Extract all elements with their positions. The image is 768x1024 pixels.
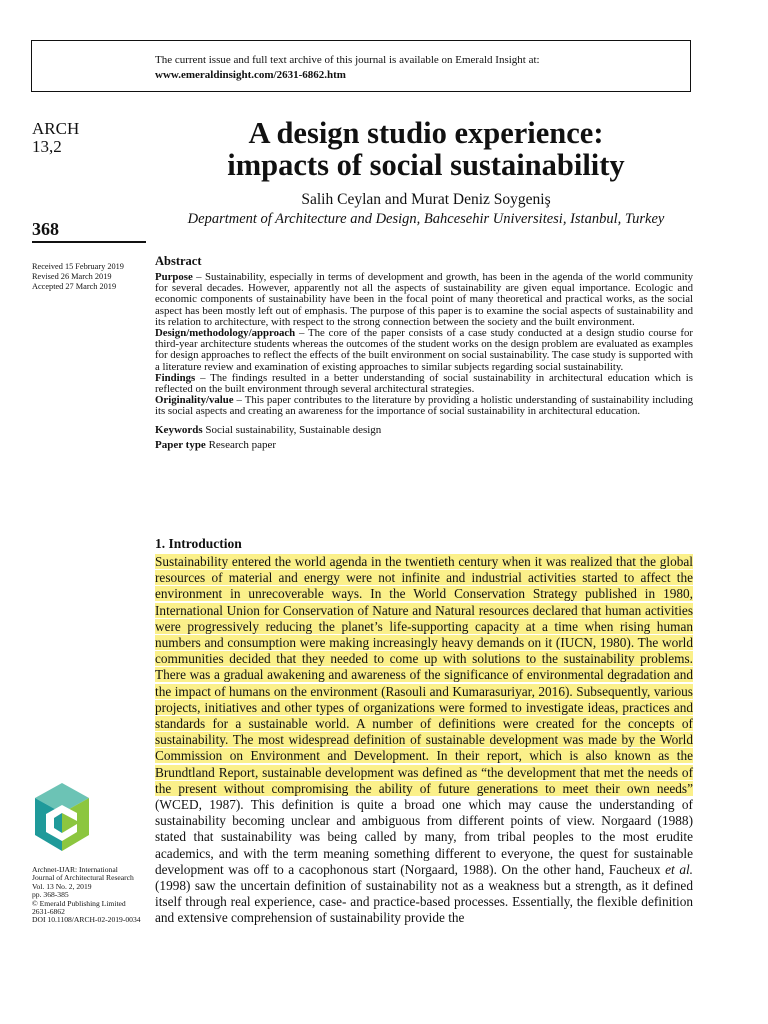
highlighted-text[interactable]: Sustainability entered the world agenda in the twentieth century when it was realized that the global resources of material and energy were not infinite and industrial activities started to affect the environment in unrecoverable ways. — [155, 554, 693, 602]
keywords-text: Social sustainability, Sustainable design — [202, 423, 382, 436]
journal-code — [32, 120, 79, 156]
citation-line: 2631-6862 — [32, 907, 65, 917]
margin-divider — [32, 241, 146, 243]
highlighted-text[interactable]: The world communities decided that they needed to come up with solutions to the sustainability problems. There was a gradual awakening and awareness of the significance of environmental degradation and the impact of humans on the environment (Rasouli and Kumarasuriyar, 2016). — [155, 635, 694, 699]
affiliation: Department of Architecture and Design, Bahcesehir Universitesi, Istanbul, Turkey — [187, 211, 665, 227]
highlighted-text[interactable]: Subsequently, various projects, initiatives and other types of organizations were formed to investigate ideas, practices and standards for a sustainable world. — [155, 683, 693, 732]
abstract-section — [155, 254, 693, 453]
citation-line: Archnet-IJAR: International — [32, 865, 118, 874]
keywords — [155, 423, 693, 453]
introduction-section — [155, 536, 693, 927]
introduction-heading: 1. Introduction — [155, 536, 242, 551]
keywords-label: Keywords — [155, 423, 203, 436]
body-text: (WCED, 1987). This definition is quite a broad one which may cause the understanding of sustainability becoming unclear and ambiguous from different points of view. Norgaard (1988) stated that sustainability was being called by many, from tribal peoples to the most erudite academics, and with the term meaning something different to everyone, the quest for sustainable development was off to a cacophonous start (Norgaard, 1988). On the other hand, Faucheux — [155, 797, 693, 877]
journal-url[interactable]: www.emeraldinsight.com/2631-6862.htm — [155, 69, 346, 81]
authors: Salih Ceylan and Murat Deniz Soygeniş — [301, 191, 551, 208]
highlighted-text[interactable]: A number of definitions were created for the concepts of sustainability. The most widespread definition of sustainable development was made by the World Commission on Environment and Development. In their report, which is also known as the Brundtland Report, sustainable development was defined as “the development that met the needs of the present without compromising the ability of future generations to meet their own needs” — [155, 716, 693, 796]
abstract-findings — [155, 373, 693, 395]
findings-label: Findings — [155, 371, 196, 384]
revised-date: Revised 26 March 2019 — [32, 272, 112, 281]
abstract-originality — [155, 395, 693, 417]
purpose-text: – Sustainability, especially in terms of development and growth, has been in the agenda of the world community for several decades. However, apparently not all the aspects of sustainability are given equal importance. Ecologic and economic components of sustainability have been in the focal point of many theoretical and practical works, as the social aspect has been mostly left out of emphasis. The purpose of this paper is to examine the social aspects of sustainability and its relation to architecture, with respect to the strong connection between the society and the built environment. — [155, 271, 693, 328]
page-number: 368 — [32, 219, 59, 239]
abstract-purpose — [155, 272, 693, 328]
purpose-label: Purpose — [155, 271, 193, 283]
emerald-publishing-logo-icon — [31, 781, 93, 853]
submission-dates — [32, 262, 124, 292]
design-text: – The core of the paper consists of a case study conducted at a design studio course for third-year architecture students whereas the outcomes of the student works on the design problem are evaluated as examples for design approaches to reflect the effects of the built environment on social sustainability. The case study is supported with a literature review and examination of existing approaches to similar subjects regarding social sustainability. — [155, 327, 694, 373]
journal-name: ARCH — [32, 119, 80, 138]
citation-line: Journal of Architectural Research — [32, 873, 134, 883]
originality-label: Originality/value — [155, 394, 234, 407]
journal-availability-box — [31, 40, 691, 92]
findings-text: – The findings resulted in a better understanding of social sustainability in architectural education which is reflected on the built environment through several architectural strategies. — [155, 371, 693, 396]
journal-volume: 13,2 — [32, 137, 62, 156]
title-line: impacts of social sustainability — [227, 148, 625, 182]
doi-link[interactable]: DOI 10.1108/ARCH-02-2019-0034 — [32, 915, 141, 925]
paper-type-label: Paper type — [155, 438, 206, 451]
article-title — [152, 117, 700, 181]
availability-text: The current issue and full text archive of this journal is available on Emerald Insight at: — [155, 54, 540, 66]
received-date: Received 15 February 2019 — [32, 262, 124, 271]
originality-text: – This paper contributes to the literature by providing a holistic understanding of sustainability including its social aspects and creating an awareness for the importance of social sustainability in architectural education. — [155, 394, 693, 418]
accepted-date: Accepted 27 March 2019 — [32, 282, 117, 291]
paper-type-text: Research paper — [205, 438, 277, 451]
journal-citation — [32, 866, 150, 925]
citation-line: © Emerald Publishing Limited — [32, 898, 126, 908]
design-label: Design/methodology/approach — [155, 327, 296, 340]
et-al: et al. — [665, 861, 693, 877]
citation-line: Vol. 13 No. 2, 2019 — [32, 881, 92, 891]
highlighted-text[interactable]: In the World Conservation Strategy published in 1980, International Union for Conservation of Nature and Natural resources declared that human activities were progressively reducing the planet’s life-supporting capacity at a time when rising human numbers and consumption were making increasingly heavy demands on it (IUCN, 1980). — [155, 586, 694, 651]
body-text: (1998) saw the uncertain definition of sustainability not as a weakness but a strength, as it defined itself through real experience, case- and practice-based processes. Essentially, the flexible definition and extensive comprehension of sustainability provide the — [155, 878, 693, 926]
title-line: A design studio experience: — [248, 116, 604, 150]
introduction-paragraph — [155, 554, 693, 927]
abstract-design — [155, 328, 693, 373]
abstract-heading: Abstract — [155, 254, 202, 268]
citation-line: pp. 368-385 — [32, 890, 69, 900]
